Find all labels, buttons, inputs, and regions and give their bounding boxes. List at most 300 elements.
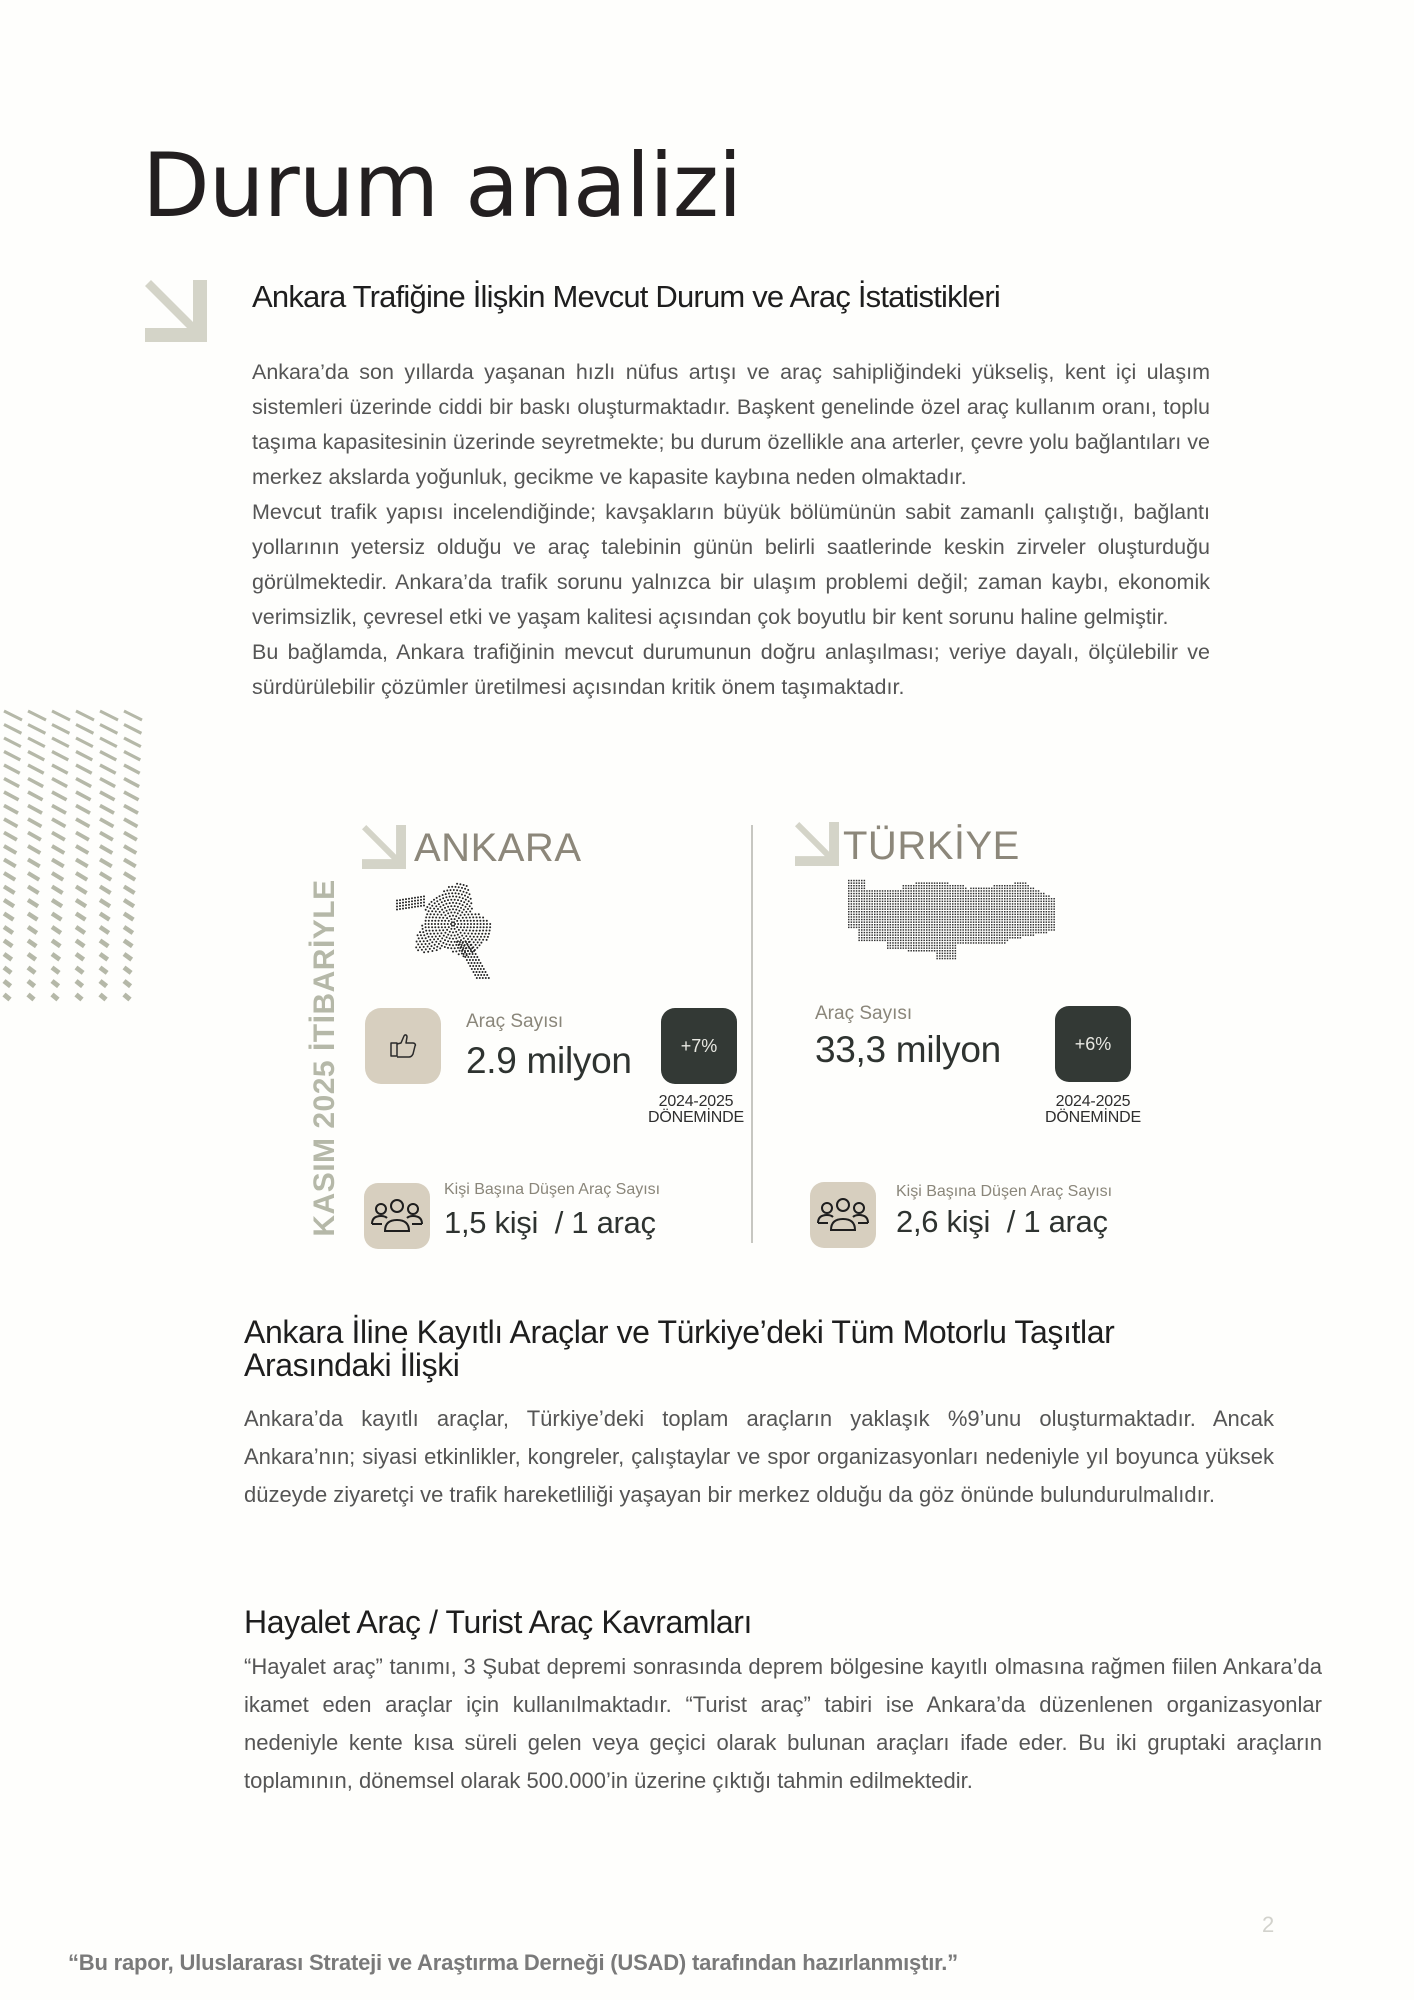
map-dot [983, 937, 985, 939]
map-dot [905, 942, 907, 944]
map-dot [986, 914, 988, 916]
map-dot [988, 911, 990, 913]
map-dot [900, 940, 902, 942]
map-dot [431, 941, 433, 943]
map-dot [921, 911, 923, 913]
map-dot [955, 950, 957, 952]
map-dot [952, 908, 954, 910]
map-dot [1046, 932, 1048, 934]
map-dot [869, 916, 871, 918]
map-dot [1001, 919, 1003, 921]
map-dot [994, 940, 996, 942]
map-dot [910, 893, 912, 895]
map-dot [975, 932, 977, 934]
map-dot [879, 940, 881, 942]
map-dot [1014, 937, 1016, 939]
map-dot [983, 929, 985, 931]
map-dot [1053, 921, 1055, 923]
map-dot [851, 908, 853, 910]
map-dot [858, 919, 860, 921]
map-dot [1027, 885, 1029, 887]
map-dot [449, 931, 451, 933]
map-dot [448, 926, 450, 928]
map-dot [905, 903, 907, 905]
map-dot [864, 934, 866, 936]
map-dot [1035, 893, 1037, 895]
map-dot [975, 895, 977, 897]
map-dot [478, 913, 480, 915]
map-dot [910, 950, 912, 952]
map-dot [442, 917, 444, 919]
map-dot [861, 893, 863, 895]
map-dot [926, 929, 928, 931]
map-dot [1009, 895, 1011, 897]
map-dot [994, 929, 996, 931]
map-dot [1030, 934, 1032, 936]
map-dot [1033, 890, 1035, 892]
map-dot [1022, 934, 1024, 936]
map-dot [1001, 932, 1003, 934]
map-dot [456, 920, 458, 922]
map-dot [944, 888, 946, 890]
map-dot [908, 921, 910, 923]
map-dot [944, 940, 946, 942]
map-dot [466, 920, 468, 922]
ankara-dot-map-icon [395, 872, 520, 984]
map-dot [908, 927, 910, 929]
stripe-mark [100, 833, 113, 840]
stripe-mark [124, 914, 133, 920]
map-dot [856, 898, 858, 900]
map-dot [455, 886, 457, 888]
map-dot [921, 945, 923, 947]
map-dot [848, 911, 850, 913]
map-dot [1030, 895, 1032, 897]
map-dot [1022, 906, 1024, 908]
map-dot [973, 924, 975, 926]
map-dot [1004, 919, 1006, 921]
map-dot [442, 894, 444, 896]
map-dot [929, 882, 931, 884]
map-dot [474, 968, 476, 970]
map-dot [900, 924, 902, 926]
map-dot [435, 905, 437, 907]
map-dot [423, 951, 425, 953]
map-dot [996, 903, 998, 905]
map-dot [877, 898, 879, 900]
map-dot [447, 934, 449, 936]
map-dot [417, 899, 419, 901]
stripe-mark [100, 887, 111, 894]
map-dot [1022, 929, 1024, 931]
map-dot [444, 914, 446, 916]
map-dot [1001, 885, 1003, 887]
map-dot [1004, 901, 1006, 903]
map-dot [856, 901, 858, 903]
map-dot [1051, 929, 1053, 931]
map-dot [874, 940, 876, 942]
map-dot [934, 919, 936, 921]
stripe-mark [4, 846, 16, 853]
map-dot [908, 942, 910, 944]
map-dot [848, 880, 850, 882]
map-dot [1020, 885, 1022, 887]
stripe-mark [124, 846, 136, 853]
map-dot [884, 893, 886, 895]
map-dot [874, 916, 876, 918]
map-dot [892, 929, 894, 931]
map-dot [897, 947, 899, 949]
map-dot [882, 898, 884, 900]
map-dot [975, 934, 977, 936]
map-dot [939, 942, 941, 944]
map-dot [986, 940, 988, 942]
map-dot [908, 919, 910, 921]
map-dot [853, 911, 855, 913]
map-dot [1001, 893, 1003, 895]
map-dot [447, 906, 449, 908]
map-dot [457, 906, 459, 908]
stripe-mark [28, 765, 44, 773]
stripe-mark [124, 711, 142, 720]
map-dot [1051, 898, 1053, 900]
map-dot [864, 880, 866, 882]
map-dot [939, 950, 941, 952]
map-dot [921, 895, 923, 897]
map-dot [437, 938, 439, 940]
map-dot [447, 899, 449, 901]
map-dot [981, 895, 983, 897]
map-dot [858, 906, 860, 908]
map-dot [1035, 898, 1037, 900]
map-dot [960, 932, 962, 934]
map-dot [923, 950, 925, 952]
map-dot [1007, 929, 1009, 931]
map-dot [884, 916, 886, 918]
map-dot [900, 903, 902, 905]
map-dot [908, 906, 910, 908]
map-dot [949, 958, 951, 960]
map-dot [994, 911, 996, 913]
map-dot [451, 925, 453, 927]
stripe-mark [4, 873, 15, 880]
map-dot [934, 940, 936, 942]
map-dot [853, 916, 855, 918]
map-dot [949, 890, 951, 892]
map-dot [934, 929, 936, 931]
map-dot [949, 893, 951, 895]
map-dot [853, 890, 855, 892]
map-dot [947, 911, 949, 913]
map-dot [934, 937, 936, 939]
map-dot [408, 898, 410, 900]
map-dot [1038, 929, 1040, 931]
map-dot [929, 929, 931, 931]
map-dot [1025, 890, 1027, 892]
map-dot [983, 903, 985, 905]
map-dot [962, 885, 964, 887]
map-dot [936, 924, 938, 926]
map-dot [942, 955, 944, 957]
map-dot [968, 895, 970, 897]
map-dot [939, 919, 941, 921]
map-dot [1020, 893, 1022, 895]
map-dot [986, 919, 988, 921]
map-dot [916, 888, 918, 890]
map-dot [1009, 932, 1011, 934]
map-dot [952, 916, 954, 918]
map-dot [1007, 916, 1009, 918]
map-dot [936, 945, 938, 947]
map-dot [1012, 924, 1014, 926]
map-dot [417, 949, 419, 951]
map-dot [910, 942, 912, 944]
map-dot [942, 908, 944, 910]
map-dot [884, 940, 886, 942]
map-dot [1033, 911, 1035, 913]
map-dot [856, 916, 858, 918]
per-capita-value: 1,5 kişi / 1 araç [444, 1205, 656, 1240]
map-dot [884, 934, 886, 936]
map-dot [1053, 906, 1055, 908]
map-dot [931, 911, 933, 913]
map-dot [447, 923, 449, 925]
map-dot [429, 930, 431, 932]
map-dot [947, 895, 949, 897]
map-dot [890, 921, 892, 923]
map-dot [1020, 937, 1022, 939]
map-dot [1033, 932, 1035, 934]
map-dot [851, 890, 853, 892]
map-dot [433, 899, 435, 901]
map-dot [955, 919, 957, 921]
map-dot [469, 893, 471, 895]
map-dot [931, 898, 933, 900]
map-dot [944, 924, 946, 926]
map-dot [864, 888, 866, 890]
map-dot [431, 901, 433, 903]
map-dot [890, 934, 892, 936]
map-dot [877, 919, 879, 921]
map-dot [905, 885, 907, 887]
stripe-mark [124, 833, 137, 840]
map-dot [947, 955, 949, 957]
map-dot [454, 905, 456, 907]
vehicle-count-value: 2.9 milyon [466, 1040, 632, 1081]
map-dot [996, 908, 998, 910]
map-dot [1053, 927, 1055, 929]
map-dot [973, 890, 975, 892]
map-dot [1014, 932, 1016, 934]
map-dot [1030, 914, 1032, 916]
map-dot [1007, 924, 1009, 926]
map-dot [988, 940, 990, 942]
map-dot [1020, 895, 1022, 897]
map-dot [981, 890, 983, 892]
map-dot [1030, 906, 1032, 908]
map-dot [446, 917, 448, 919]
map-dot [887, 934, 889, 936]
map-dot [981, 901, 983, 903]
map-dot [879, 927, 881, 929]
map-dot [960, 940, 962, 942]
map-dot [1025, 927, 1027, 929]
map-dot [1038, 906, 1040, 908]
map-dot [449, 896, 451, 898]
map-dot [421, 937, 423, 939]
map-dot [936, 914, 938, 916]
map-dot [947, 882, 949, 884]
map-dot [978, 927, 980, 929]
map-dot [965, 890, 967, 892]
map-dot [957, 893, 959, 895]
map-dot [481, 965, 483, 967]
map-dot [1040, 916, 1042, 918]
map-dot [923, 947, 925, 949]
map-dot [1046, 914, 1048, 916]
map-dot [999, 901, 1001, 903]
map-dot [965, 924, 967, 926]
map-dot [991, 911, 993, 913]
map-dot [929, 916, 931, 918]
map-dot [1009, 921, 1011, 923]
map-dot [856, 914, 858, 916]
map-dot [851, 919, 853, 921]
map-dot [939, 947, 941, 949]
map-dot [905, 934, 907, 936]
map-dot [892, 914, 894, 916]
map-dot [910, 934, 912, 936]
map-dot [999, 898, 1001, 900]
stripe-mark [52, 860, 64, 867]
stripe-mark [28, 873, 39, 880]
map-dot [1046, 901, 1048, 903]
map-dot [926, 903, 928, 905]
map-dot [949, 929, 951, 931]
map-dot [957, 885, 959, 887]
map-dot [461, 953, 463, 955]
map-dot [458, 953, 460, 955]
map-dot [864, 932, 866, 934]
map-dot [929, 940, 931, 942]
map-dot [466, 953, 468, 955]
map-dot [955, 890, 957, 892]
stripe-mark [28, 914, 37, 920]
stripe-mark [100, 792, 115, 800]
map-dot [879, 921, 881, 923]
map-dot [986, 937, 988, 939]
map-dot [864, 901, 866, 903]
map-dot [965, 927, 967, 929]
map-dot [952, 940, 954, 942]
map-dot [942, 950, 944, 952]
map-dot [957, 908, 959, 910]
map-dot [1046, 929, 1048, 931]
per-capita-icon-box [810, 1182, 876, 1248]
map-dot [973, 895, 975, 897]
page-number: 2 [1262, 1912, 1275, 1937]
map-dot [895, 932, 897, 934]
map-dot [975, 940, 977, 942]
map-dot [983, 895, 985, 897]
map-dot [949, 916, 951, 918]
map-dot [999, 893, 1001, 895]
map-dot [1035, 911, 1037, 913]
map-dot [968, 916, 970, 918]
map-dot [1004, 929, 1006, 931]
map-dot [441, 937, 443, 939]
map-dot [1033, 921, 1035, 923]
map-dot [931, 927, 933, 929]
map-dot [921, 937, 923, 939]
map-dot [960, 898, 962, 900]
map-dot [861, 882, 863, 884]
map-dot [934, 903, 936, 905]
stripe-mark [52, 900, 62, 906]
map-dot [903, 890, 905, 892]
map-dot [848, 882, 850, 884]
map-dot [960, 888, 962, 890]
map-dot [949, 898, 951, 900]
map-dot [910, 927, 912, 929]
map-dot [973, 914, 975, 916]
map-dot [856, 895, 858, 897]
map-dot [1051, 901, 1053, 903]
map-dot [999, 929, 1001, 931]
growth-badge: +7% [661, 1008, 737, 1084]
footer-note: “Bu rapor, Uluslararası Strateji ve Araştırma Derneği (USAD) tarafından hazırlanmıştır.” [68, 1950, 958, 1975]
map-dot [999, 903, 1001, 905]
stripe-mark [52, 738, 69, 747]
map-dot [871, 895, 873, 897]
map-dot [936, 890, 938, 892]
map-dot [455, 931, 457, 933]
map-dot [903, 898, 905, 900]
map-dot [934, 932, 936, 934]
map-dot [417, 905, 419, 907]
map-dot [931, 908, 933, 910]
map-dot [936, 916, 938, 918]
map-dot [466, 885, 468, 887]
map-dot [939, 929, 941, 931]
map-dot [905, 911, 907, 913]
map-dot [999, 924, 1001, 926]
map-dot [991, 924, 993, 926]
map-dot [1040, 906, 1042, 908]
map-dot [949, 888, 951, 890]
map-dot [973, 888, 975, 890]
map-dot [446, 929, 448, 931]
map-dot [962, 916, 964, 918]
map-dot [895, 937, 897, 939]
map-dot [1004, 893, 1006, 895]
map-dot [944, 953, 946, 955]
map-dot [944, 932, 946, 934]
stripe-mark [124, 752, 140, 760]
map-dot [892, 921, 894, 923]
map-dot [926, 927, 928, 929]
map-dot [975, 921, 977, 923]
map-dot [1040, 929, 1042, 931]
map-dot [1048, 895, 1050, 897]
map-dot [1033, 903, 1035, 905]
map-dot [1001, 916, 1003, 918]
stripe-mark [124, 792, 139, 800]
map-dot [926, 934, 928, 936]
map-dot [926, 908, 928, 910]
map-dot [1027, 924, 1029, 926]
map-dot [475, 939, 477, 941]
